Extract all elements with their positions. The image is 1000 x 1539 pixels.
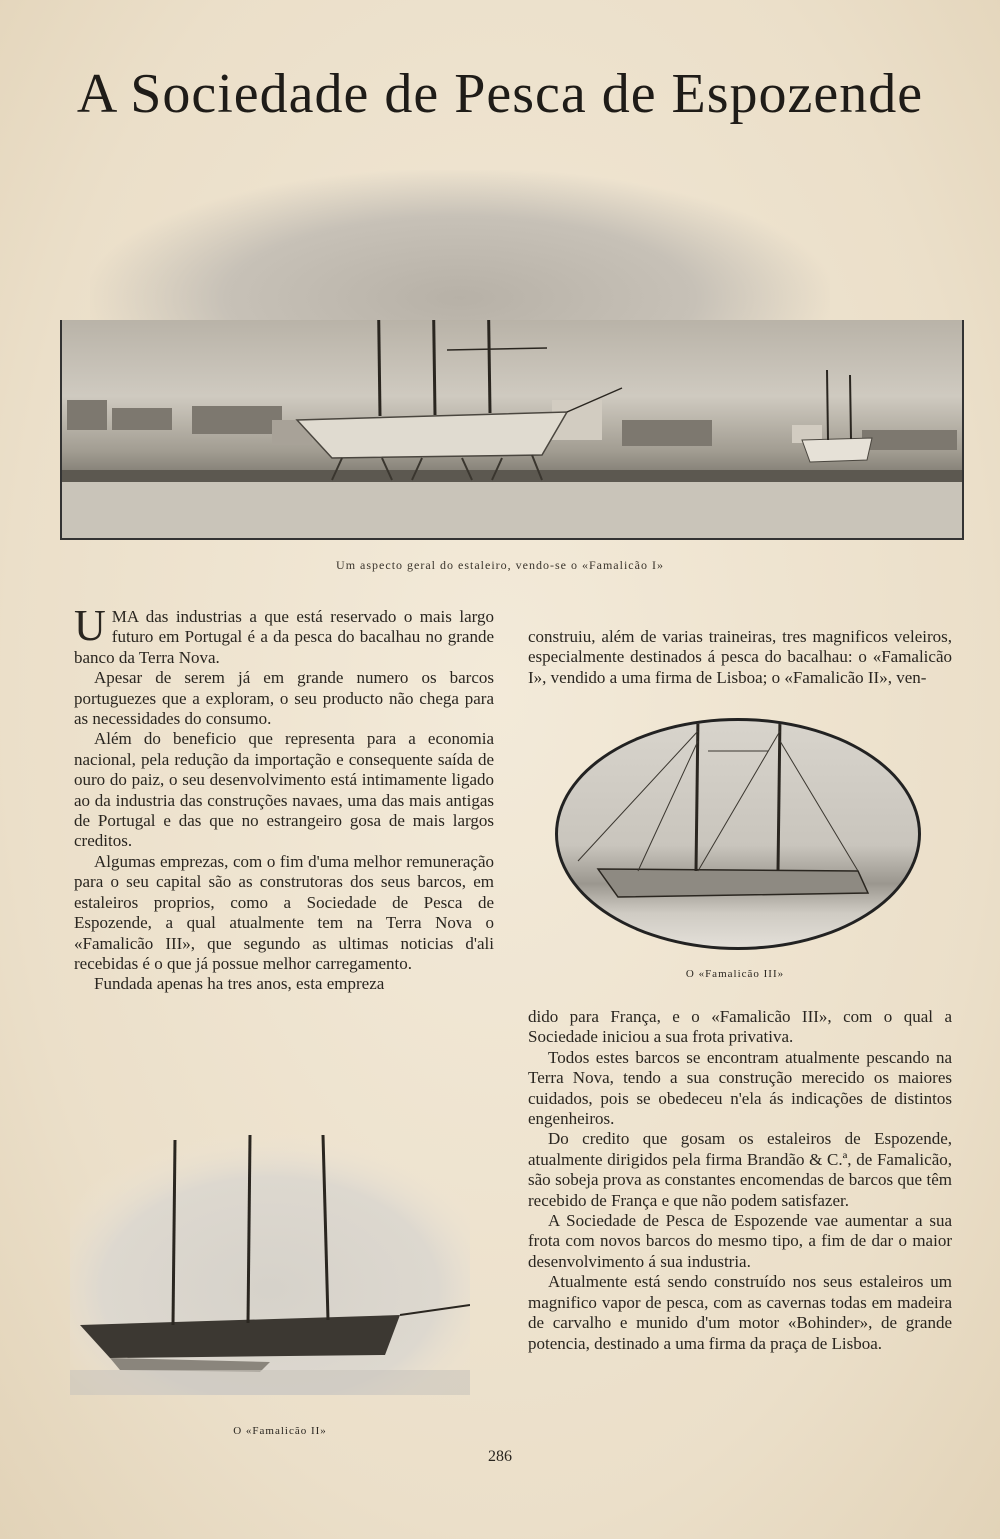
famalicao-iii-drawing xyxy=(558,721,918,947)
article-title: A Sociedade de Pesca de Espozende xyxy=(76,63,924,125)
paragraph-9: Do credito que gosam os estaleiros de Espozende, atualmente dirigidos pela firma Brandão & C.ª, de Famalicão, são sobeja prova as constantes encomendas de barcos que têm recebido de França e que não podem satisfazer. xyxy=(528,1129,952,1210)
famalicao-iii-caption: O «Famalicão III» xyxy=(685,968,785,980)
famalicao-iii-photo xyxy=(555,718,921,950)
page-number: 286 xyxy=(488,1448,512,1465)
famalicao-ii-photo xyxy=(70,1130,470,1395)
shipyard-photo-drawing xyxy=(62,320,962,538)
paragraph-2: Apesar de serem já em grande numero os barcos portuguezes que a exploram, o seu producto não chega para as necessidades do consumo. xyxy=(74,668,494,729)
paragraph-7: dido para França, e o «Famalicão III», com o qual a Sociedade iniciou a sua frota privativa. xyxy=(528,1007,952,1047)
article-right-column-top xyxy=(528,627,952,688)
paragraph-5: Fundada apenas ha tres anos, esta empreza xyxy=(94,974,385,994)
drop-cap: U xyxy=(74,601,106,650)
famalicao-ii-drawing xyxy=(70,1130,470,1395)
small-boat-on-slipway xyxy=(802,370,872,462)
article-left-column xyxy=(74,601,494,995)
shipyard-photo-caption: Um aspecto geral do estaleiro, vendo-se o «Famalicão I» xyxy=(336,558,664,572)
paragraph-3: Além do beneficio que representa para a economia nacional, pela redução da importação e consequente saída de ouro do paiz, o seu desenvolvimento está intimamente ligado ao da industria das construções navaes, uma das mais antigas de Portugal e das que no estrangeiro gosa de mais largos creditos. xyxy=(74,729,494,851)
article-right-column-bottom xyxy=(528,1007,952,1354)
paragraph-6: construiu, além de varias traineiras, tres magnificos veleiros, especialmente destinados á pesca do bacalhau: o «Famalicão I», vendido a uma firma de Lisboa; o «Famalicão II», ven- xyxy=(528,627,952,687)
paragraph-1: UMA das industrias a que está reservado o mais largo futuro em Portugal é a da pesca do bacalhau no grande banco da Terra Nova. xyxy=(74,601,494,667)
famalicao-ii-caption: O «Famalicão II» xyxy=(233,1425,327,1437)
photo-vignette-sky xyxy=(90,170,830,330)
paragraph-4: Algumas emprezas, com o fim d'uma melhor remuneração para o seu capital são as construtoras dos seus barcos, em estaleiros proprios, como a Sociedade de Pesca de Espozende, a qual atualmente tem na Terra Nova o «Famalicão III», que segundo as ultimas noticias d'ali recebidas é o que já possue melhor carregamento. xyxy=(74,851,494,973)
paragraph-11: Atualmente está sendo construído nos seus estaleiros um magnifico vapor de pesca, com as cavernas todas em madeira de carvalho e munido d'um motor «Bohinder», de grande potencia, destinado a uma firma da praça de Lisboa. xyxy=(528,1272,952,1353)
water xyxy=(62,482,962,538)
paragraph-10: A Sociedade de Pesca de Espozende vae aumentar a sua frota com novos barcos do mesmo tipo, a fim de dar o maior desenvolvimento á sua industria. xyxy=(528,1211,952,1271)
paragraph-8: Todos estes barcos se encontram atualmente pescando na Terra Nova, tendo a sua construção merecido os maiores cuidados, pois se obedeceu n'ela ás indicações de distintos engenheiros. xyxy=(528,1047,952,1129)
shipyard-photo xyxy=(60,320,964,540)
shoreline xyxy=(62,470,962,482)
